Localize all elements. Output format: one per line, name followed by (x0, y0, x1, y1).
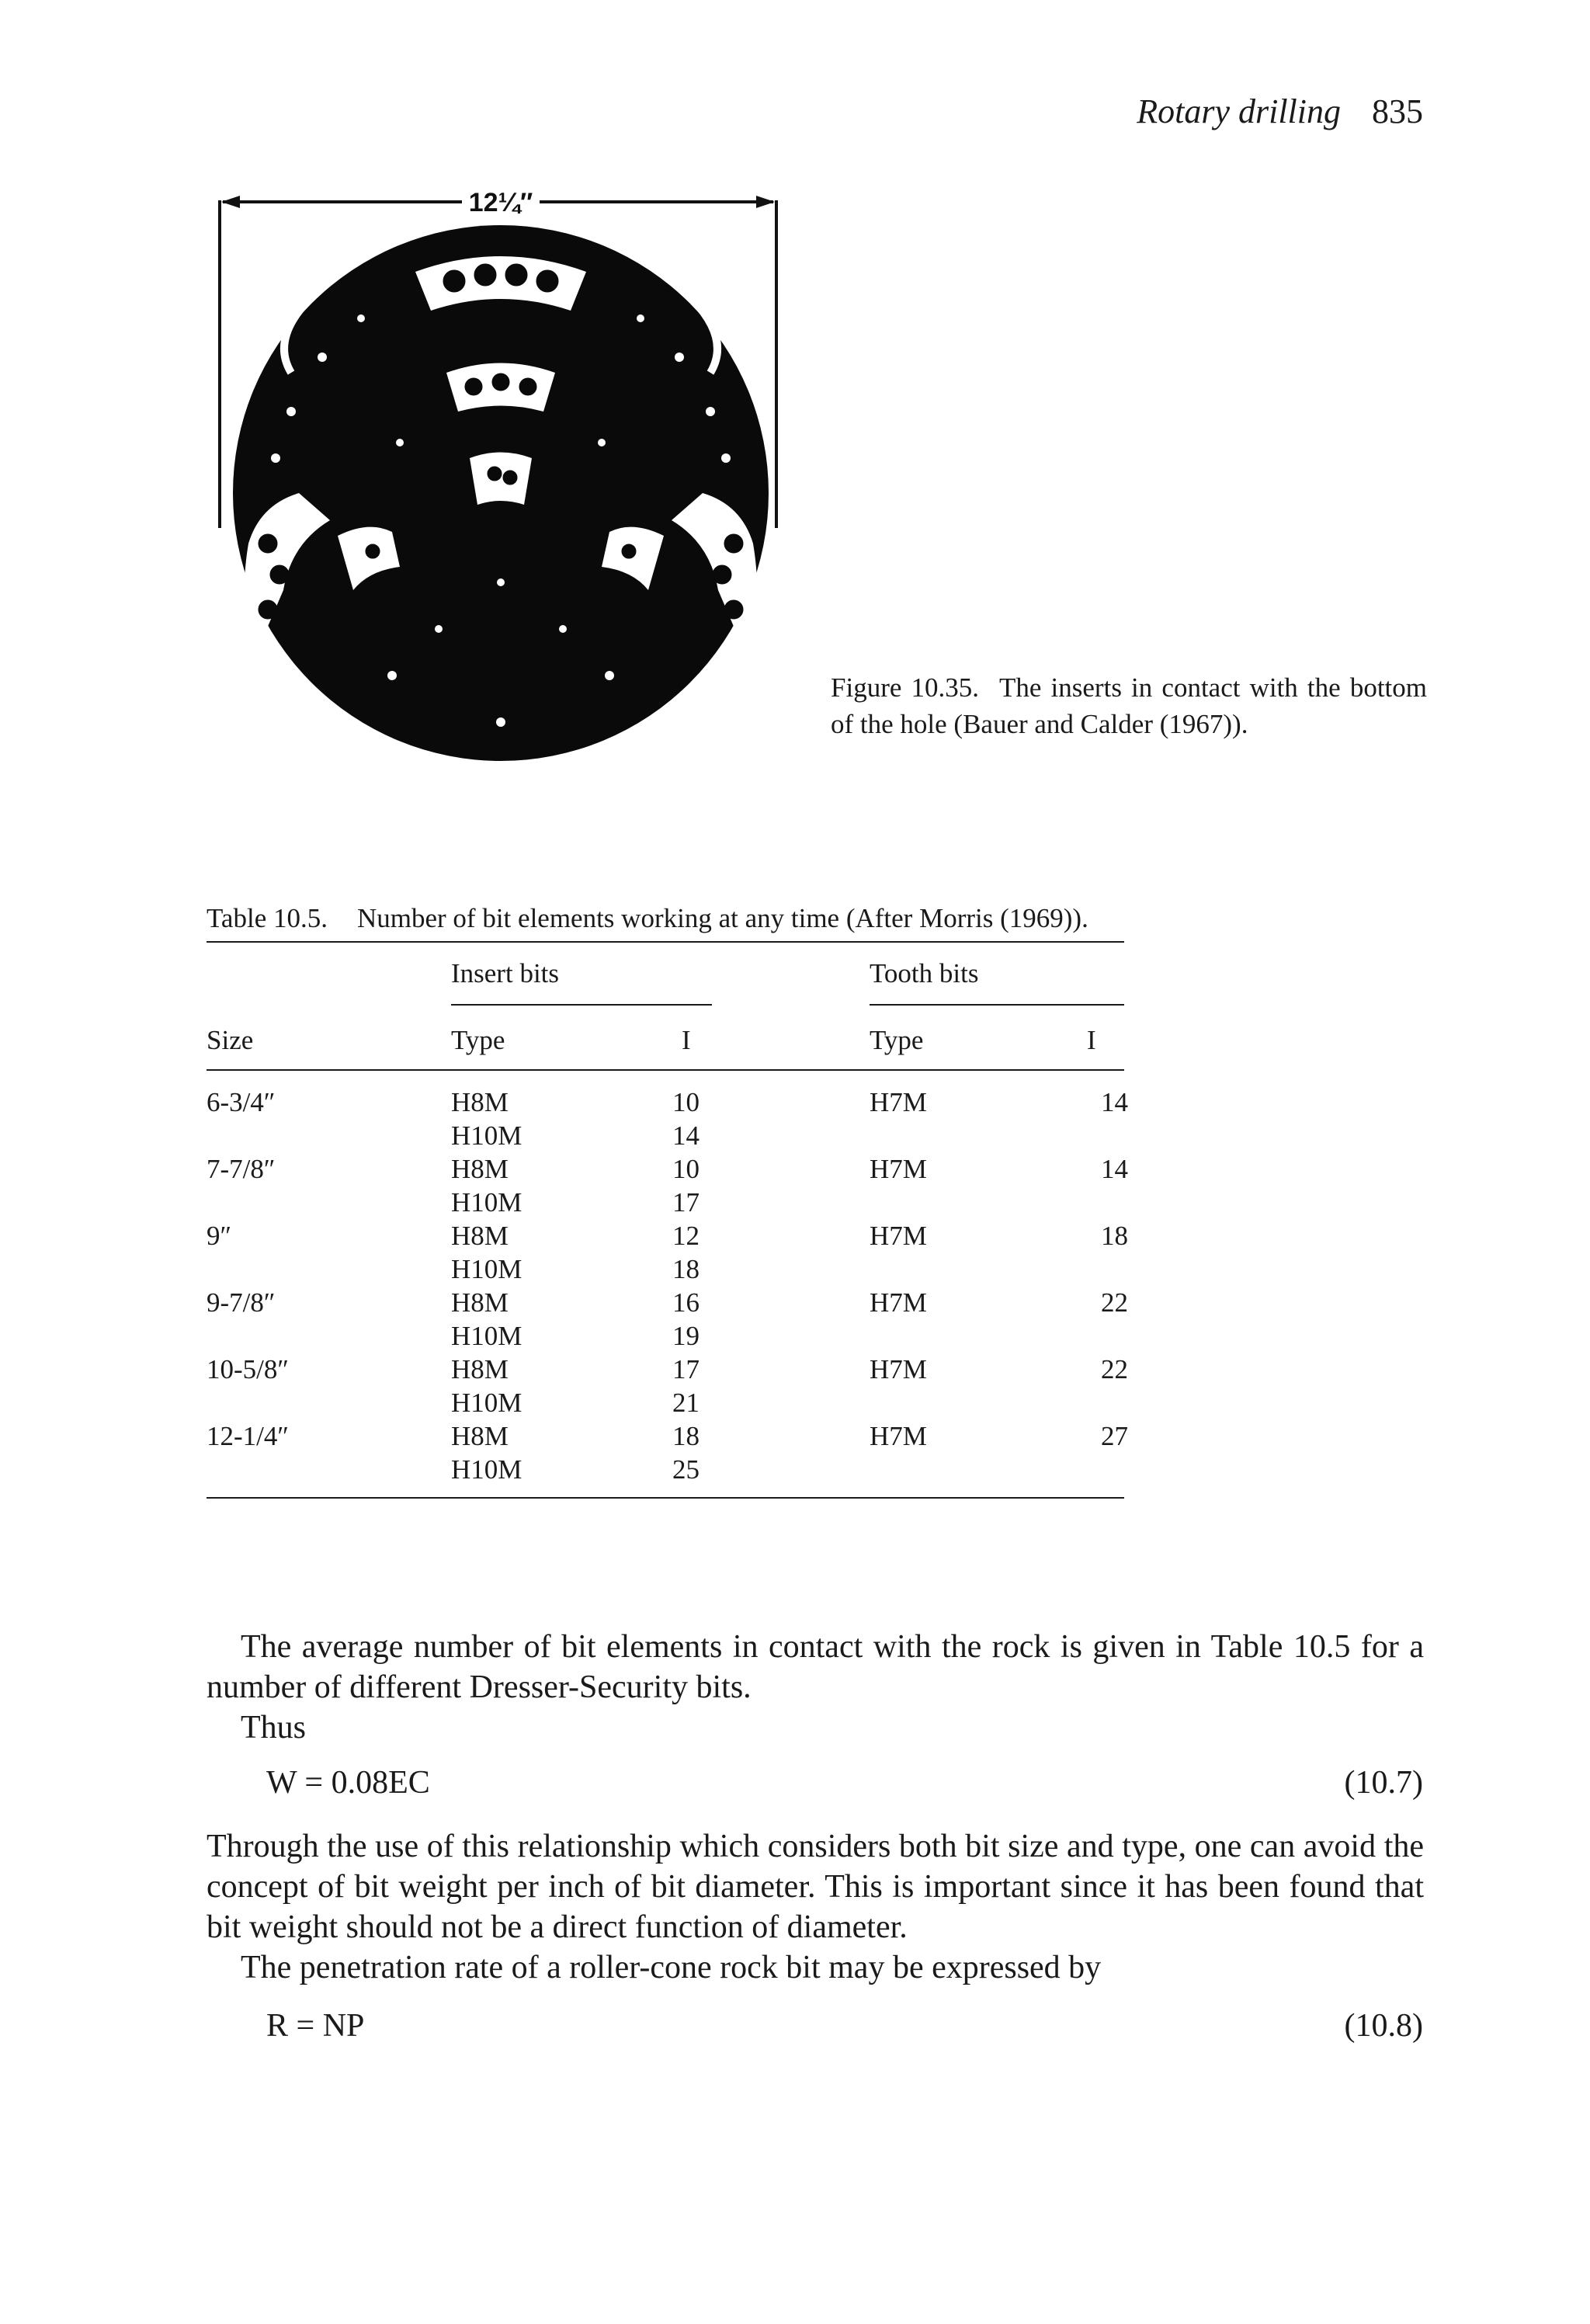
table-cell-insert-i: 17 (672, 1187, 700, 1218)
table-cell-insert-i: 10 (672, 1087, 700, 1117)
table-cell-tooth-type: H7M (870, 1287, 927, 1318)
table-cell-insert-i: 18 (672, 1254, 700, 1284)
table-cell-size: 6-3/4″ (207, 1087, 276, 1117)
figure-caption-text: The inserts in contact with the bottom of the hole (Bauer and Calder (1967)). (831, 672, 1427, 739)
table-cell-insert-i: 16 (672, 1287, 700, 1318)
dimension-label: 12¼″ (468, 188, 533, 217)
table-cell-tooth-i: 27 (1101, 1421, 1128, 1451)
col-header-tooth-i: I (1087, 1025, 1096, 1055)
table-top-rule (207, 941, 1124, 943)
table-cell-insert-i: 17 (672, 1354, 700, 1384)
table-cell-size: 12-1/4″ (207, 1421, 289, 1451)
table-cell-tooth-i: 14 (1101, 1154, 1128, 1184)
table-cell-insert-i: 19 (672, 1321, 700, 1351)
table-bottom-rule (207, 1497, 1124, 1499)
table-cell-size: 9-7/8″ (207, 1287, 276, 1318)
table-cell-insert-type: H10M (451, 1187, 522, 1218)
table-cell-tooth-i: 14 (1101, 1087, 1128, 1117)
paragraph-1: The average number of bit elements in contact with the rock is given in Table 10.5 for a number of different Dresser-Security bits. (207, 1629, 1424, 1705)
insert-bits-rule (451, 1004, 712, 1006)
running-head-title: Rotary drilling (1137, 92, 1341, 130)
table-cell-insert-i: 25 (672, 1454, 700, 1485)
table-cell-size: 9″ (207, 1221, 232, 1251)
table-cell-tooth-i: 18 (1101, 1221, 1128, 1251)
equation-10-8: R = NP (266, 2008, 365, 2044)
figure-caption (831, 669, 1427, 742)
table-cell-size: 7-7/8″ (207, 1154, 276, 1184)
figure-caption-label: Figure 10.35. (831, 672, 980, 703)
table-cell-insert-i: 10 (672, 1154, 700, 1184)
table-cell-insert-type: H10M (451, 1321, 522, 1351)
group-header-tooth-bits: Tooth bits (870, 958, 979, 988)
table-header-rule (207, 1069, 1124, 1071)
table-cell-tooth-type: H7M (870, 1087, 927, 1117)
table-cell-tooth-type: H7M (870, 1221, 927, 1251)
table-cell-insert-type: H8M (451, 1087, 509, 1117)
table-cell-tooth-type: H7M (870, 1154, 927, 1184)
col-header-insert-i: I (682, 1025, 691, 1055)
col-header-size: Size (207, 1025, 254, 1055)
tooth-bits-rule (870, 1004, 1124, 1006)
table-caption-label: Table 10.5. (207, 903, 328, 933)
equation-10-7-number: (10.7) (1344, 1765, 1423, 1801)
group-header-insert-bits: Insert bits (451, 958, 560, 988)
table-cell-insert-type: H8M (451, 1421, 509, 1451)
table-cell-tooth-type: H7M (870, 1421, 927, 1451)
equation-10-7: W = 0.08EC (266, 1765, 430, 1801)
col-header-tooth-type: Type (870, 1025, 924, 1055)
paragraph-4: The penetration rate of a roller-cone rock bit may be expressed by (241, 1950, 1102, 1985)
table-cell-insert-i: 14 (672, 1120, 700, 1151)
table-cell-insert-type: H8M (451, 1354, 509, 1384)
table-cell-tooth-i: 22 (1101, 1287, 1128, 1318)
table-caption (207, 903, 1088, 934)
table-cell-insert-type: H8M (451, 1287, 509, 1318)
equation-10-8-number: (10.8) (1344, 2008, 1423, 2044)
table-cell-insert-i: 12 (672, 1221, 700, 1251)
table-cell-insert-i: 18 (672, 1421, 700, 1451)
table-cell-insert-type: H10M (451, 1388, 522, 1418)
table-cell-insert-type: H10M (451, 1454, 522, 1485)
table-cell-insert-type: H10M (451, 1120, 522, 1151)
bit-body (233, 225, 769, 761)
table-cell-insert-type: H10M (451, 1254, 522, 1284)
paragraph-3: Through the use of this relationship which considers both bit size and type, one can avoid the concept of bit weight per inch of bit diameter. This is important since it has been found that bit weight should not be a direct function of diameter. (207, 1829, 1424, 1945)
col-header-insert-type: Type (451, 1025, 505, 1055)
table-cell-insert-type: H8M (451, 1154, 509, 1184)
running-head (1137, 92, 1423, 131)
table-caption-text: Number of bit elements working at any time (After Morris (1969)). (356, 903, 1088, 933)
table-cell-insert-type: H8M (451, 1221, 509, 1251)
table-cell-tooth-i: 22 (1101, 1354, 1128, 1384)
table-cell-insert-i: 21 (672, 1388, 700, 1418)
table-cell-tooth-type: H7M (870, 1354, 927, 1384)
table-cell-size: 10-5/8″ (207, 1354, 289, 1384)
paragraph-2: Thus (241, 1710, 306, 1746)
page-number: 835 (1372, 92, 1423, 130)
bit-bottom-figure (206, 179, 796, 761)
